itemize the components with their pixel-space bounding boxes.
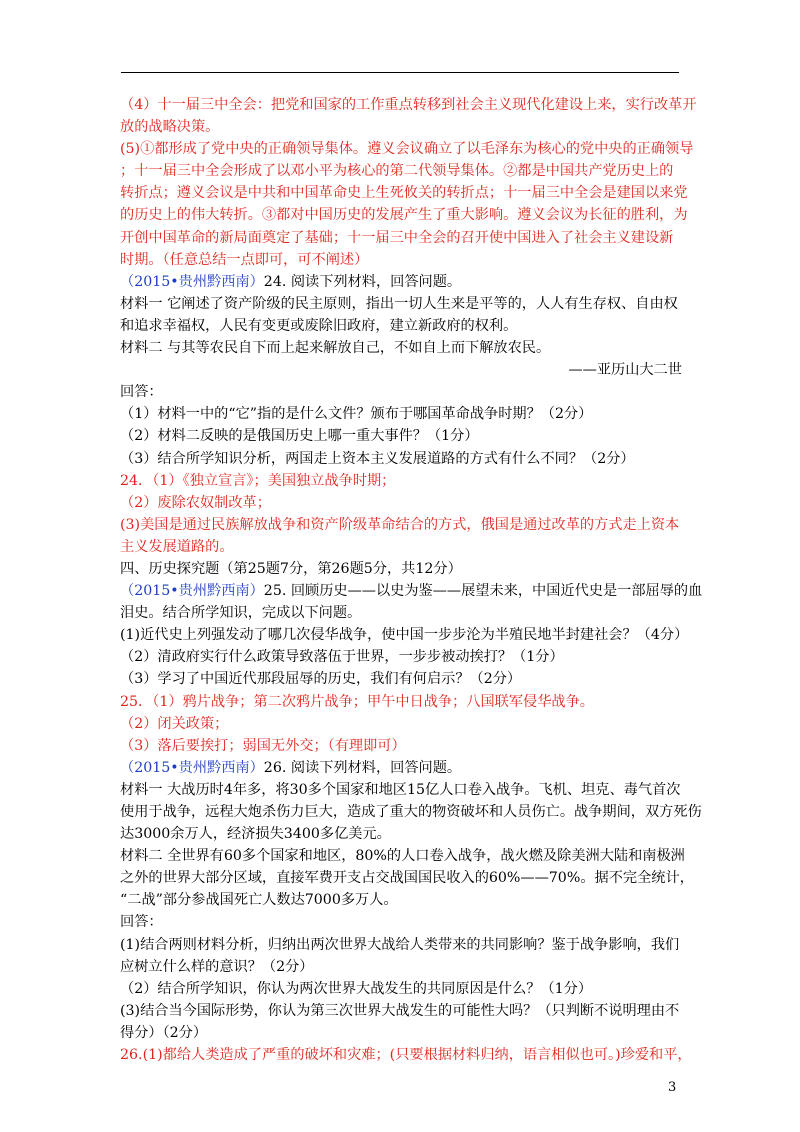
text-line: 之外的世界大部分区域，直接军费开支占交战国国民收入的60%——70%。据不完全统计， bbox=[120, 870, 694, 887]
page-number: 3 bbox=[668, 1080, 677, 1095]
text-line: 回答： bbox=[120, 384, 163, 401]
text-line: 四、历史探究题（第25题7分，第26题5分，共12分） bbox=[120, 560, 462, 577]
text-line: (3)结合当今国际形势，你认为第三次世界大战发生的可能性大吗？（只判断不说明理由不 bbox=[120, 1002, 680, 1019]
question-text: 25. 回顾历史——以史为鉴——展望未来，中国近代史是一部屈辱的血 bbox=[263, 583, 703, 600]
text-line bbox=[120, 271, 682, 293]
text-line: 回答： bbox=[120, 914, 163, 931]
text-line: 材料二 与其等农民自下而上起来解放自己，不如自上而下解放农民。 bbox=[120, 340, 551, 357]
question-source: （2015•贵州黔西南） bbox=[120, 583, 264, 600]
text-line: (1)近代史上列强发动了哪几次侵华战争，使中国一步步沦为半殖民地半封建社会？（4分） bbox=[120, 627, 689, 644]
text-line: （2）清政府实行什么政策导致落伍于世界，一步步被动挨打？（1分） bbox=[120, 649, 564, 666]
text-line: 主义发展道路的。 bbox=[120, 538, 234, 555]
text-line: （1）材料一中的“它”指的是什么文件？颁布于哪国革命战争时期？（2分） bbox=[120, 406, 593, 423]
text-line: 的历史上的伟大转折。③都对中国历史的发展产生了重大影响。遵义会议为长征的胜利，为 bbox=[120, 207, 688, 224]
text-line: （2）废除农奴制改革； bbox=[120, 494, 271, 511]
question-source: （2015•贵州黔西南） bbox=[120, 759, 264, 776]
question-text: 26. 阅读下列材料，回答问题。 bbox=[263, 759, 462, 776]
text-line: 材料一 它阐述了资产阶级的民主原则，指出一切人生来是平等的，人人有生存权、自由权 bbox=[120, 295, 678, 312]
text-line: ；十一届三中全会形成了以邓小平为核心的第二代领导集体。②都是中国共产党历史上的 bbox=[120, 163, 674, 180]
text-line: （3）学习了中国近代那段屈辱的历史，我们有何启示？（2分） bbox=[120, 671, 522, 688]
text-line: （4）十一届三中全会：把党和国家的工作重点转移到社会主义现代化建设上来，实行改革开 bbox=[120, 97, 697, 113]
text-line: ——亚历山大二世 bbox=[568, 362, 682, 379]
text-line: 转折点；遵义会议是中共和中国革命史上生死攸关的转折点；十一届三中全会是建国以来党 bbox=[120, 185, 688, 202]
text-line: （2）闭关政策； bbox=[120, 715, 229, 732]
text-line bbox=[120, 757, 682, 779]
text-line: “二战”部分参战国死亡人数达7000多万人。 bbox=[120, 892, 398, 909]
text-line: 26.(1)都给人类造成了严重的破坏和灾难；(只要根据材料归纳，语言相似也可。)珍爱和平， bbox=[120, 1047, 692, 1064]
text-line: （2）材料二反映的是俄国历史上哪一重大事件？（1分） bbox=[120, 428, 479, 445]
text-line: （3）结合所学知识分析，两国走上资本主义发展道路的方式有什么不同？（2分） bbox=[120, 450, 635, 467]
text-line: 24．（1）《独立宣言》；美国独立战争时期； bbox=[120, 472, 396, 489]
text-line: (3)美国是通过民族解放战争和资产阶级革命结合的方式，俄国是通过改革的方式走上资本 bbox=[120, 516, 680, 533]
text-line: 材料一 大战历时4年多，将30多个国家和地区15亿人口卷入战争。飞机、坦克、毒气首次 bbox=[120, 781, 681, 798]
text-line: 材料二 全世界有60多个国家和地区，80%的人口卷入战争，战火燃及除美洲大陆和南极洲 bbox=[120, 848, 685, 865]
text-line: 开创中国革命的新局面奠定了基础；十一届三中全会的召开使中国进入了社会主义建设新 bbox=[120, 229, 674, 246]
text-line bbox=[120, 580, 703, 602]
header-rule bbox=[121, 72, 679, 73]
text-line: 和追求幸福权，人民有变更或废除旧政府，建立新政府的权利。 bbox=[120, 317, 518, 334]
text-line: 使用于战争，远程大炮杀伤力巨大，造成了重大的物资破坏和人员伤亡。战争期间，双方死伤 bbox=[120, 804, 702, 820]
text-line: 25．（1）鸦片战争；第二次鸦片战争；甲午中日战争；八国联军侵华战争。 bbox=[120, 693, 594, 710]
text-line: (1)结合两则材料分析，归纳出两次世界大战给人类带来的共同影响？鉴于战争影响，我们 bbox=[120, 936, 680, 953]
question-source: （2015•贵州黔西南） bbox=[120, 273, 264, 290]
text-line: 泪史。结合所学知识，完成以下问题。 bbox=[120, 605, 362, 622]
text-line: （2）结合所学知识，你认为两次世界大战发生的共同原因是什么？（1分） bbox=[120, 980, 593, 997]
text-line: 达3000余万人，经济损失3400多亿美元。 bbox=[120, 826, 391, 843]
text-line: 应树立什么样的意识？（2分） bbox=[120, 958, 314, 975]
question-text: 24. 阅读下列材料，回答问题。 bbox=[263, 273, 462, 290]
text-line: 得分）（2分） bbox=[120, 1024, 208, 1041]
document-body bbox=[120, 94, 703, 1066]
text-line: 放的战略决策。 bbox=[120, 119, 220, 136]
text-line: (5)①都形成了党中央的正确领导集体。遵义会议确立了以毛泽东为核心的党中央的正确领导 bbox=[120, 141, 694, 158]
text-line: （3）落后要挨打；弱国无外交；（有理即可） bbox=[120, 737, 406, 754]
text-line: 时期。（任意总结一点即可，可不阐述） bbox=[120, 251, 369, 268]
